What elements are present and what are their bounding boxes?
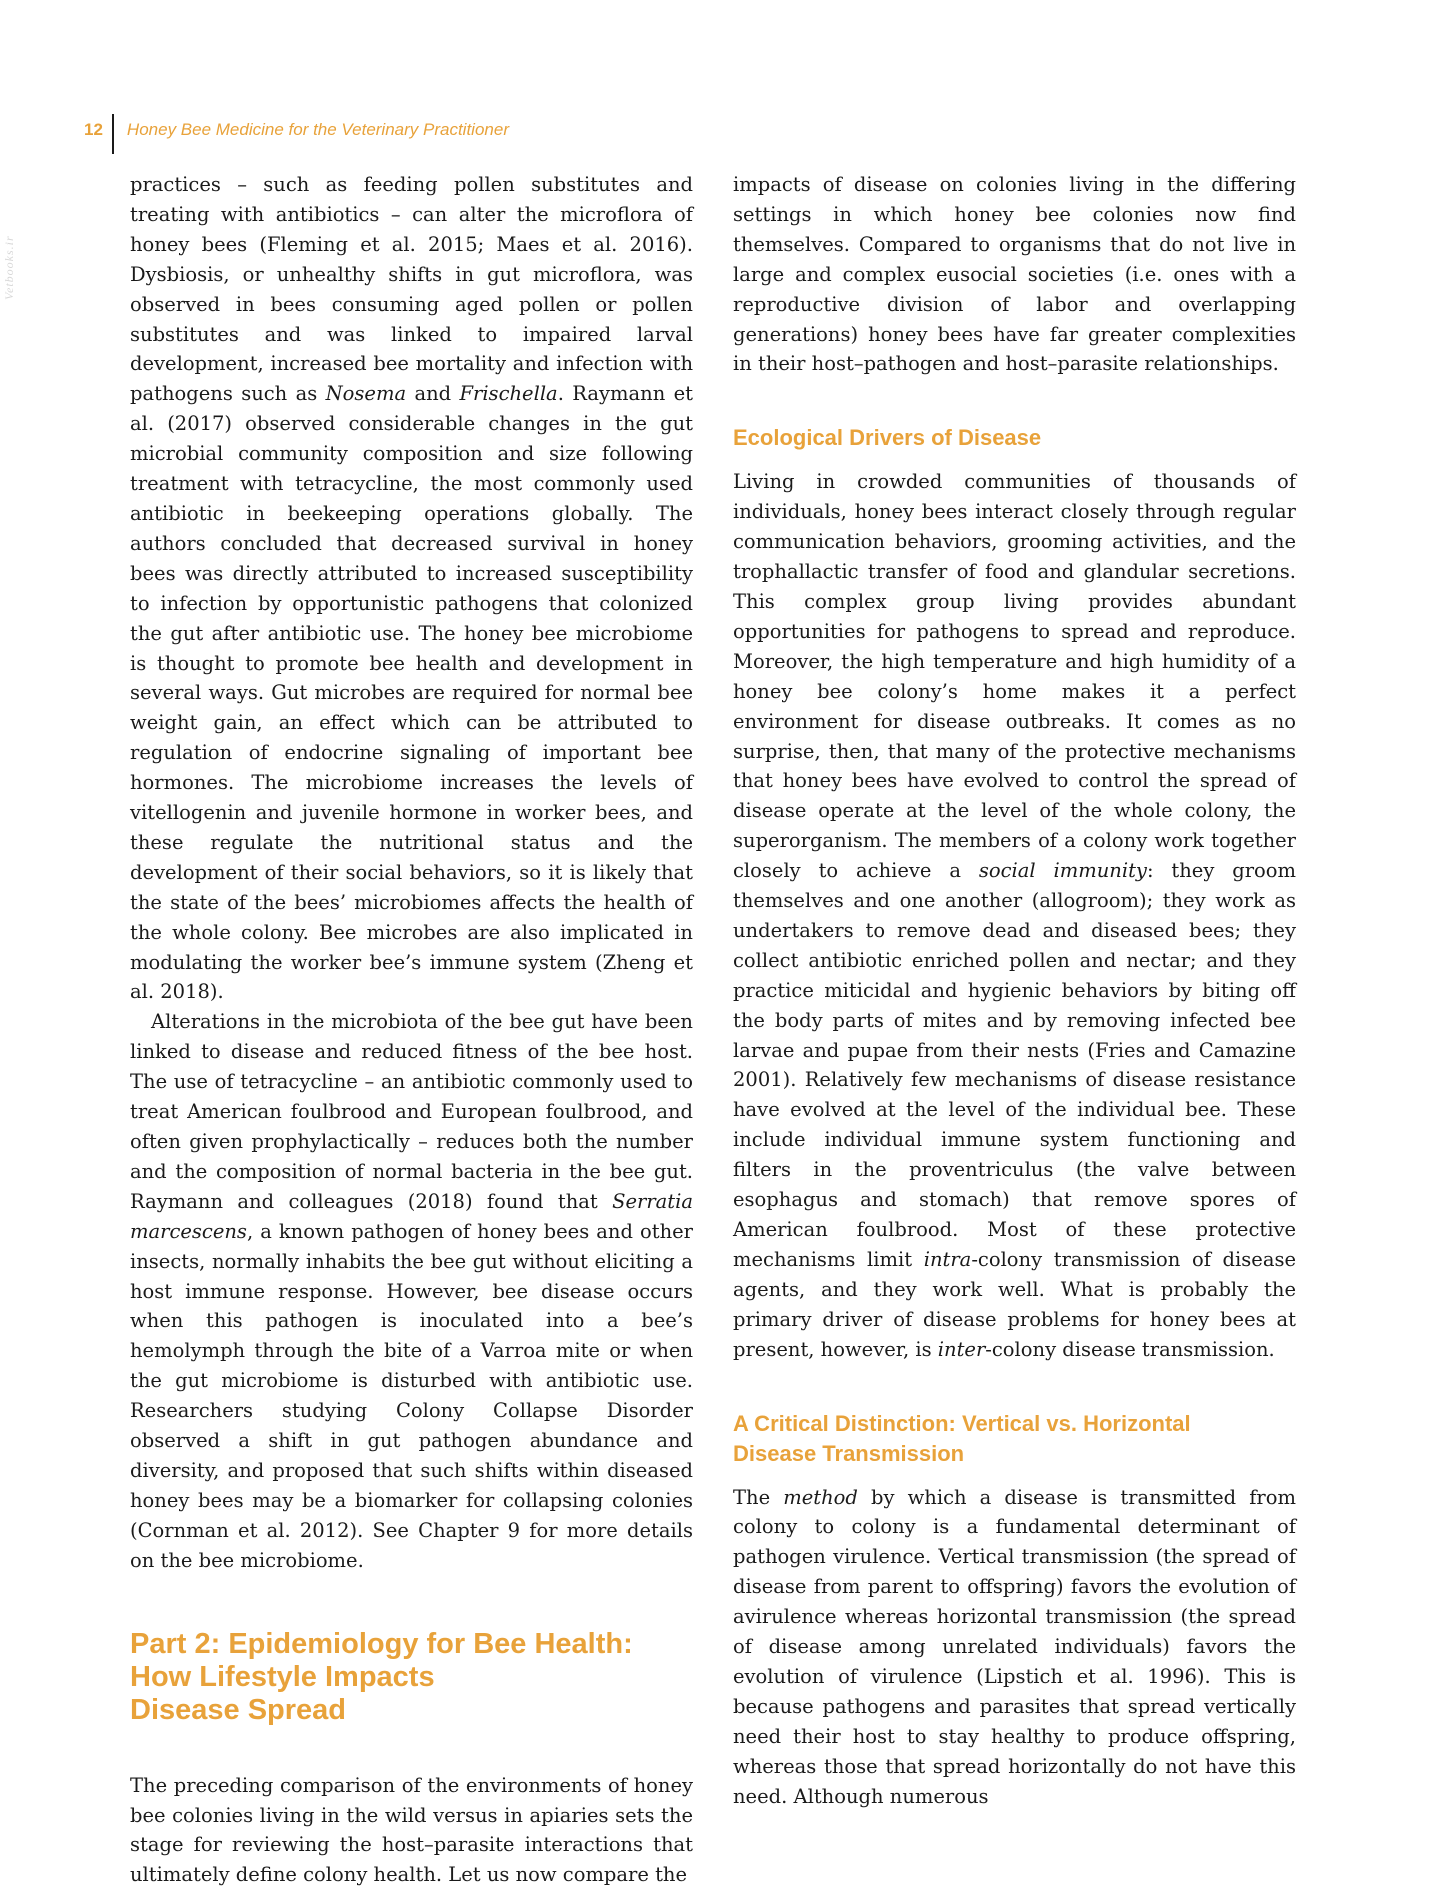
italic-term: method: [783, 1485, 858, 1509]
paragraph: Living in crowded communities of thousands of individuals, honey bees interact closely through regular communication behaviors, grooming activities, and the trophallactic transfer of food and glandular secretions. This complex group living provides abundant opportunities for pathogens to spread and reproduce. Moreover, the high temperature and high humidity of a honey bee colony’s home makes it a perfect environment for disease outbreaks. It comes as no surprise, then, that many of the protective mechanisms that honey bees have evolved to control the spread of disease operate at the level of the whole colony, the superorganism. The members of a colony work together closely to achieve a social immunity: they groom themselves and one another (allogroom); they work as undertakers to remove dead and diseased bees; they collect antibiotic enriched pollen and nectar; and they practice miticidal and hygienic behaviors by biting off the body parts of mites and by removing infected bee larvae and pupae from their nests (Fries and Camazine 2001). Relatively few mechanisms of disease resistance have evolved at the level of the individual bee. These include individual immune system functioning and filters in the proventriculus (the valve between esophagus and stomach) that remove spores of American foulbrood. Most of these protective mechanisms limit intra-colony transmission of disease agents, and they work well. What is probably the primary driver of disease problems for honey bees at present, however, is inter-colony disease transmission.: [733, 470, 1296, 1361]
left-column: [130, 170, 693, 1890]
section-heading-line: A Critical Distinction: Vertical vs. Horizontal: [733, 1410, 1191, 1436]
paragraph: The preceding comparison of the environments of honey bee colonies living in the wild versus in apiaries sets the stage for reviewing the host–parasite interactions that ultimately define colony health. Let us now compare the: [130, 1773, 693, 1887]
italic-term: Frischella: [459, 382, 558, 406]
header-divider: [112, 114, 114, 154]
section-heading: Ecological Drivers of Disease: [733, 425, 1042, 451]
part-heading-line: Part 2: Epidemiology for Bee Health:: [130, 1627, 633, 1660]
paragraph: impacts of disease on colonies living in the differing settings in which honey bee colonies now find themselves. Compared to organisms that do not live in large and complex eusocial societies (i.e. ones with a reproductive division of labor and overlapping generations) honey bees have far greater complexities in their host–pathogen and host–parasite relationships.: [733, 173, 1296, 376]
paragraph: Alterations in the microbiota of the bee gut have been linked to disease and reduced fitness of the bee host. The use of tetracycline – an antibiotic commonly used to treat American foulbrood and European foulbrood, and often given prophylactically – reduces both the number and the composition of normal bacteria in the bee gut. Raymann and colleagues (2018) found that Serratia marcescens, a known pathogen of honey bees and other insects, normally inhabits the bee gut without eliciting a host immune response. However, bee disease occurs when this pathogen is inoculated into a bee’s hemolymph through the bite of a Varroa mite or when the gut microbiome is disturbed with antibiotic use. Researchers studying Colony Collapse Disorder observed a shift in gut pathogen abundance and diversity, and proposed that such shifts within diseased honey bees may be a biomarker for collapsing colonies (Cornman et al. 2012). See Chapter 9 for more details on the bee microbiome.: [130, 1010, 693, 1572]
italic-term: social immunity: [978, 859, 1147, 883]
right-column: [733, 170, 1296, 1812]
italic-term: Serratia marcescens: [130, 1189, 693, 1243]
section-heading: [733, 1409, 1296, 1469]
section-heading-line: Disease Transmission: [733, 1440, 965, 1466]
italic-term: intra: [923, 1247, 972, 1271]
page-header: [84, 114, 509, 154]
paragraph: The method by which a disease is transmitted from colony to colony is a fundamental determinant of pathogen virulence. Vertical transmission (the spread of disease from parent to offspring) favors the evolution of avirulence whereas horizontal transmission (the spread of disease among unrelated individuals) favors the evolution of virulence (Lipstich et al. 1996). This is because pathogens and parasites that spread vertically need their host to stay healthy to produce offspring, whereas those that spread horizontally do not have this need. Although numerous: [733, 1485, 1296, 1808]
paragraph: practices – such as feeding pollen substitutes and treating with antibiotics – can alter the microflora of honey bees (Fleming et al. 2015; Maes et al. 2016). Dysbiosis, or unhealthy shifts in gut microflora, was observed in bees consuming aged pollen or pollen substitutes and was linked to impaired larval development, increased bee mortality and infection with pathogens such as Nosema and Frischella. Raymann et al. (2017) observed considerable changes in the gut microbial community composition and size following treatment with tetracycline, the most commonly used antibiotic in beekeeping operations globally. The authors concluded that decreased survival in honey bees was directly attributed to increased susceptibility to infection by opportunistic pathogens that colonized the gut after antibiotic use. The honey bee microbiome is thought to promote bee health and development in several ways. Gut microbes are required for normal bee weight gain, an effect which can be attributed to regulation of endocrine signaling of important bee hormones. The microbiome increases the levels of vitellogenin and juvenile hormone in worker bees, and these regulate the nutritional status and the development of their social behaviors, so it is likely that the state of the bees’ microbiomes affects the health of the whole colony. Bee microbes are also implicated in modulating the worker bee’s immune system (Zheng et al. 2018).: [130, 173, 693, 1004]
italic-term: inter: [937, 1337, 986, 1361]
page-number: 12: [84, 120, 103, 139]
running-title: Honey Bee Medicine for the Veterinary Practitioner: [126, 120, 509, 139]
part-heading-line: How Lifestyle Impacts: [130, 1660, 435, 1693]
part-heading: [130, 1628, 693, 1727]
part-heading-line: Disease Spread: [130, 1693, 347, 1726]
italic-term: Nosema: [325, 382, 407, 406]
watermark: Vetbooks.ir: [2, 235, 16, 300]
